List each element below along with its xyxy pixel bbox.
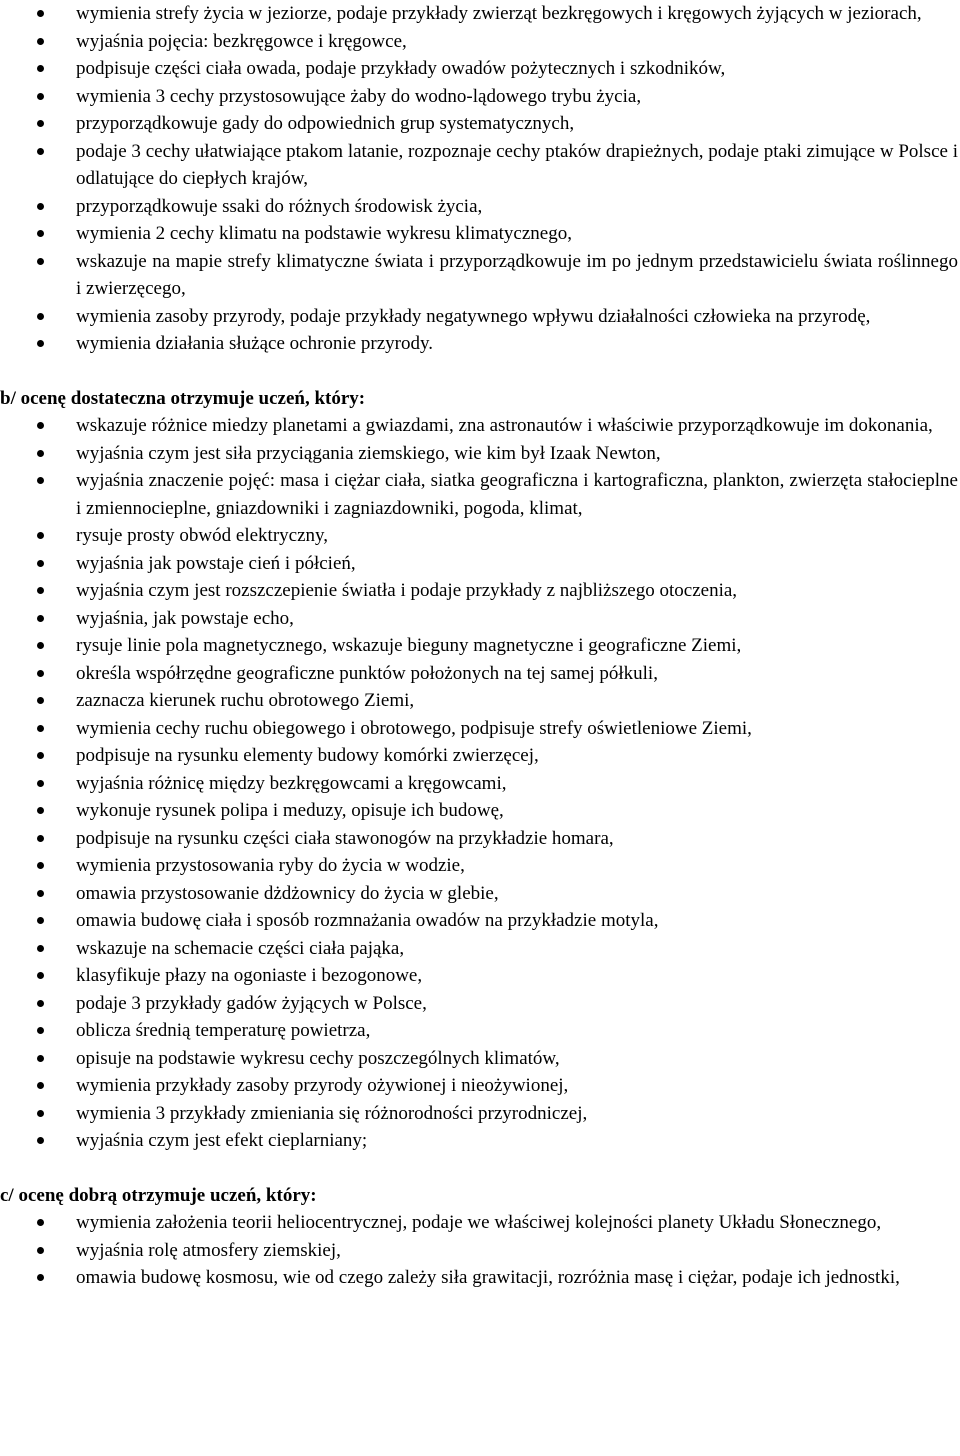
list-item: określa współrzędne geograficzne punktów położonych na tej samej półkuli, bbox=[0, 660, 958, 688]
list-item: wyjaśnia czym jest siła przyciągania ziemskiego, wie kim był Izaak Newton, bbox=[0, 440, 958, 468]
list-item: wskazuje na mapie strefy klimatyczne świata i przyporządkowuje im po jednym przedstawicielu świata roślinnego i zwierzęcego, bbox=[0, 248, 958, 303]
list-item: podpisuje na rysunku części ciała stawonogów na przykładzie homara, bbox=[0, 825, 958, 853]
list-item: wymienia cechy ruchu obiegowego i obrotowego, podpisuje strefy oświetleniowe Ziemi, bbox=[0, 715, 958, 743]
list-item: zaznacza kierunek ruchu obrotowego Ziemi, bbox=[0, 687, 958, 715]
criteria-list-b bbox=[0, 412, 958, 1155]
list-item: podpisuje części ciała owada, podaje przykłady owadów pożytecznych i szkodników, bbox=[0, 55, 958, 83]
list-item: wymienia strefy życia w jeziorze, podaje przykłady zwierząt bezkręgowych i kręgowych żyjących w jeziorach, bbox=[0, 0, 958, 28]
list-item: wyjaśnia czym jest efekt cieplarniany; bbox=[0, 1127, 958, 1155]
list-item: wyjaśnia pojęcia: bezkręgowce i kręgowce, bbox=[0, 28, 958, 56]
list-item: podpisuje na rysunku elementy budowy komórki zwierzęcej, bbox=[0, 742, 958, 770]
list-item: wyjaśnia różnicę między bezkręgowcami a kręgowcami, bbox=[0, 770, 958, 798]
list-item: podaje 3 cechy ułatwiające ptakom latanie, rozpoznaje cechy ptaków drapieżnych, podaje ptaki zimujące w Polsce i odlatujące do ciepłych krajów, bbox=[0, 138, 958, 193]
section-heading-c: c/ ocenę dobrą otrzymuje uczeń, który: bbox=[0, 1184, 317, 1206]
list-item: wymienia 2 cechy klimatu na podstawie wykresu klimatycznego, bbox=[0, 220, 958, 248]
list-item: wymienia 3 przykłady zmieniania się różnorodności przyrodniczej, bbox=[0, 1100, 958, 1128]
list-item: wymienia założenia teorii heliocentrycznej, podaje we właściwej kolejności planety Układu Słonecznego, bbox=[0, 1209, 958, 1237]
list-item: omawia przystosowanie dżdżownicy do życia w glebie, bbox=[0, 880, 958, 908]
section-heading-b: b/ ocenę dostateczna otrzymuje uczeń, który: bbox=[0, 387, 366, 409]
list-item: wymienia 3 cechy przystosowujące żaby do wodno-lądowego trybu życia, bbox=[0, 83, 958, 111]
list-item: wyjaśnia, jak powstaje echo, bbox=[0, 605, 958, 633]
list-item: wymienia działania służące ochronie przyrody. bbox=[0, 330, 958, 358]
list-item: wyjaśnia jak powstaje cień i półcień, bbox=[0, 550, 958, 578]
list-item: wykonuje rysunek polipa i meduzy, opisuje ich budowę, bbox=[0, 797, 958, 825]
list-item: opisuje na podstawie wykresu cechy poszczególnych klimatów, bbox=[0, 1045, 958, 1073]
list-item: podaje 3 przykłady gadów żyjących w Polsce, bbox=[0, 990, 958, 1018]
list-item: wymienia zasoby przyrody, podaje przykłady negatywnego wpływu działalności człowieka na przyrodę, bbox=[0, 303, 958, 331]
list-item: oblicza średnią temperaturę powietrza, bbox=[0, 1017, 958, 1045]
criteria-list-c bbox=[0, 1209, 958, 1292]
list-item: omawia budowę ciała i sposób rozmnażania owadów na przykładzie motyla, bbox=[0, 907, 958, 935]
list-item: przyporządkowuje gady do odpowiednich grup systematycznych, bbox=[0, 110, 958, 138]
criteria-list-a bbox=[0, 0, 958, 358]
list-item: wyjaśnia rolę atmosfery ziemskiej, bbox=[0, 1237, 958, 1265]
list-item: omawia budowę kosmosu, wie od czego zależy siła grawitacji, rozróżnia masę i ciężar, podaje ich jednostki, bbox=[0, 1264, 958, 1292]
list-item: wymienia przykłady zasoby przyrody ożywionej i nieożywionej, bbox=[0, 1072, 958, 1100]
list-item: rysuje prosty obwód elektryczny, bbox=[0, 522, 958, 550]
list-item: wskazuje na schemacie części ciała pająka, bbox=[0, 935, 958, 963]
list-item: rysuje linie pola magnetycznego, wskazuje bieguny magnetyczne i geograficzne Ziemi, bbox=[0, 632, 958, 660]
list-item: wyjaśnia czym jest rozszczepienie światła i podaje przykłady z najbliższego otoczenia, bbox=[0, 577, 958, 605]
list-item: wyjaśnia znaczenie pojęć: masa i ciężar ciała, siatka geograficzna i kartograficzna, plankton, zwierzęta stałocieplne i zmiennocieplne, gniazdowniki i zagniazdowniki, pogoda, klimat, bbox=[0, 467, 958, 522]
list-item: przyporządkowuje ssaki do różnych środowisk życia, bbox=[0, 193, 958, 221]
list-item: wymienia przystosowania ryby do życia w wodzie, bbox=[0, 852, 958, 880]
list-item: klasyfikuje płazy na ogoniaste i bezogonowe, bbox=[0, 962, 958, 990]
list-item: wskazuje różnice miedzy planetami a gwiazdami, zna astronautów i właściwie przyporządkowuje im dokonania, bbox=[0, 412, 958, 440]
